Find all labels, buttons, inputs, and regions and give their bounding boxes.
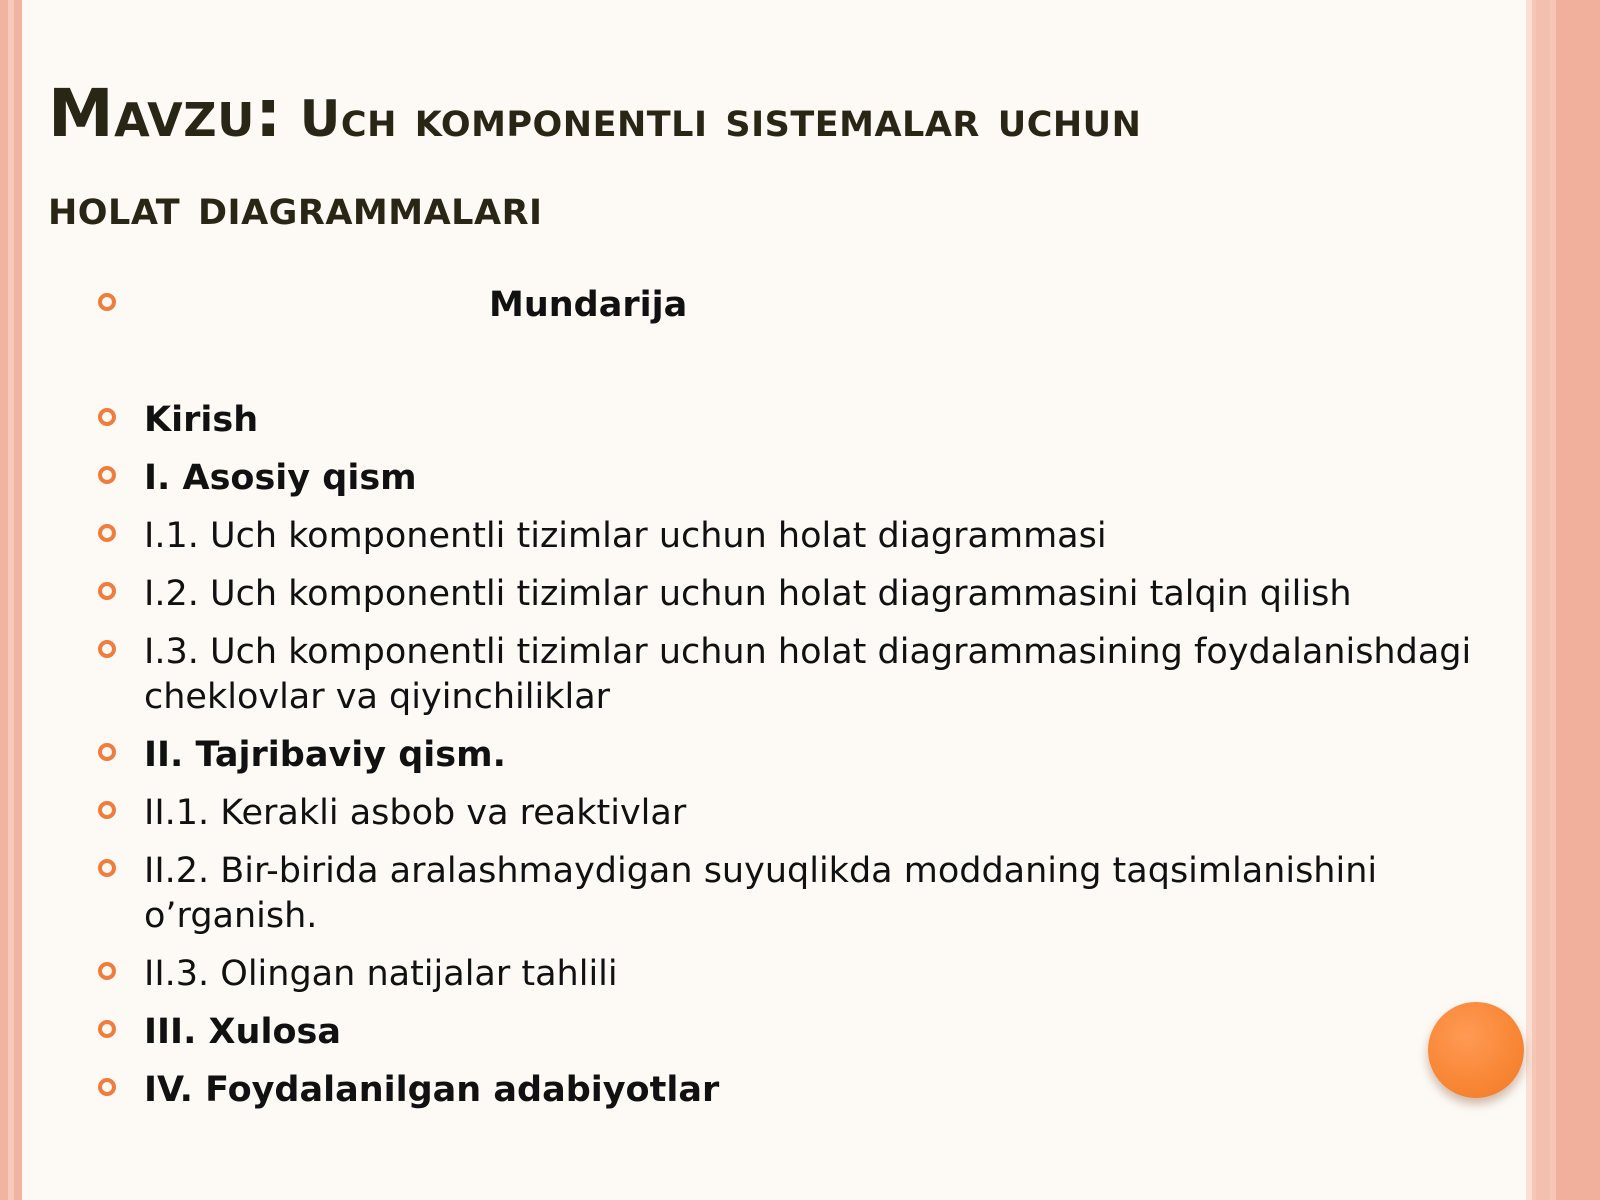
toc-item-text: II. Tajribaviy qism. (144, 735, 506, 775)
toc-item (94, 952, 1494, 997)
toc-item-text: II.3. Olingan natijalar tahlili (144, 954, 618, 994)
toc-item-text: II.2. Bir-birida aralashmaydigan suyuqlikda moddaning taqsimlanishini o’rganish. (144, 851, 1378, 936)
slide-title (48, 70, 1488, 251)
toc-item-text: II.1. Kerakli asbob va reaktivlar (144, 793, 687, 833)
toc-item (94, 630, 1494, 720)
toc-item-text: Kirish (144, 400, 259, 440)
toc-item (94, 572, 1494, 617)
toc-item (94, 1010, 1494, 1055)
toc-heading-text: Mundarija (489, 285, 688, 325)
bullet-icon (98, 801, 116, 819)
title-first-word: Mavzu: (48, 75, 282, 152)
toc-item-text: I. Asosiy qism (144, 458, 417, 498)
orange-circle-icon (1428, 1002, 1524, 1098)
toc-item (94, 398, 1494, 443)
title-line2: holat diagrammalari (48, 178, 543, 236)
table-of-contents (94, 283, 1494, 1126)
toc-heading (94, 283, 1494, 328)
bullet-icon (98, 859, 116, 877)
title-line1-rest: Uch komponentli sistemalar uchun (299, 90, 1142, 148)
toc-item-text: I.3. Uch komponentli tizimlar uchun holat diagrammasining foydalanishdagi cheklovlar va qiyinchiliklar (144, 632, 1472, 717)
bullet-icon (98, 640, 116, 658)
toc-item-text: I.1. Uch komponentli tizimlar uchun holat diagrammasi (144, 516, 1107, 556)
toc-item (94, 733, 1494, 778)
toc-item-text: III. Xulosa (144, 1012, 341, 1052)
bullet-icon (98, 582, 116, 600)
bullet-icon (98, 293, 116, 311)
bullet-icon (98, 1020, 116, 1038)
bullet-icon (98, 1078, 116, 1096)
bullet-icon (98, 524, 116, 542)
toc-item (94, 791, 1494, 836)
toc-item (94, 1068, 1494, 1113)
toc-item (94, 456, 1494, 501)
bullet-icon (98, 743, 116, 761)
right-decorative-stripes (1526, 0, 1600, 1200)
left-decorative-stripe (0, 0, 22, 1200)
bullet-icon (98, 962, 116, 980)
bullet-icon (98, 408, 116, 426)
bullet-icon (98, 466, 116, 484)
toc-item (94, 514, 1494, 559)
toc-item (94, 849, 1494, 939)
toc-item-text: I.2. Uch komponentli tizimlar uchun holat diagrammasini talqin qilish (144, 574, 1352, 614)
toc-item-text: IV. Foydalanilgan adabiyotlar (144, 1070, 720, 1110)
